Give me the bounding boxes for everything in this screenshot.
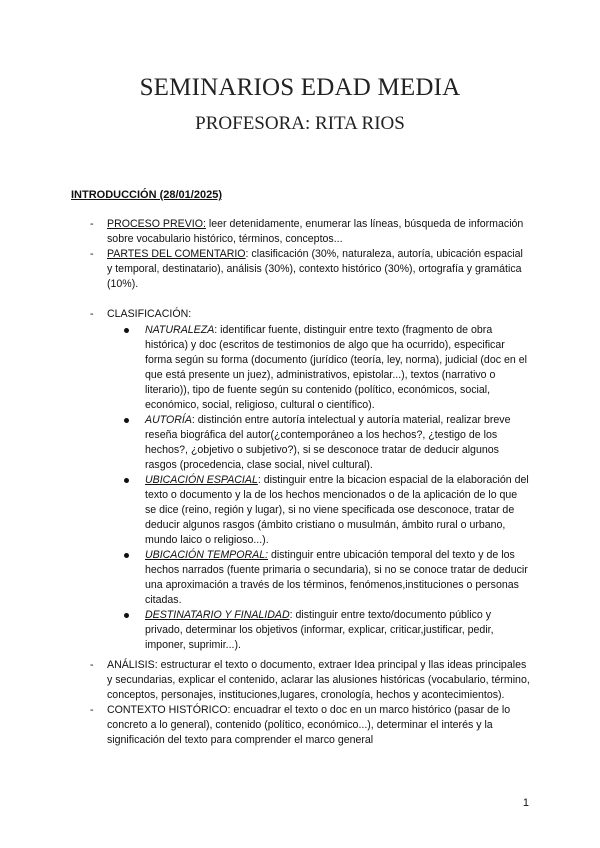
item-text: encuadrar el texto o doc en un marco histórico (pasar de lo concreto a lo general), contenido (político, económico...), determinar el interés y la significación del texto para comprender el marco general — [107, 704, 511, 746]
item-label: UBICACIÓN ESPACIAL — [145, 474, 258, 486]
list-item — [145, 413, 530, 473]
list-item — [90, 247, 530, 292]
list-item — [90, 703, 530, 748]
item-label: PROCESO PREVIO: — [107, 218, 206, 230]
item-text: : clasificación (30%, naturaleza, autoría, ubicación espacial y temporal, destinatario), análisis (30%), contexto histórico (30%), ortografía y gramática (10%). — [107, 248, 523, 290]
list-item — [145, 473, 530, 548]
list-item — [90, 307, 530, 653]
item-label: AUTORÍA — [145, 414, 192, 426]
list-item — [145, 548, 530, 608]
item-label: ANÁLISIS: — [107, 659, 158, 671]
page-title: SEMINARIOS EDAD MEDIA — [139, 74, 461, 101]
page-subtitle: PROFESORA: RITA RIOS — [195, 113, 405, 134]
item-label: PARTES DEL COMENTARIO — [107, 248, 246, 260]
list-item — [90, 217, 530, 247]
intro-list — [90, 217, 530, 292]
item-label: CONTEXTO HISTÓRICO: — [107, 704, 231, 716]
classification-list — [90, 307, 530, 653]
item-text: : distinción entre autoría intelectual y autoría material, realizar breve reseña biográfica del autor(¿contemporáneo a los hechos?, ¿testigo de los hechos?, ¿objetivo o subjetivo?), si se desconoce tratar de deducir algunos rasgos (procedencia, clase social, nivel cultural). — [145, 414, 511, 471]
item-text: : distinguir entre la bicacion espacial de la elaboración del texto o documento y la de los hechos mencionados o de la aplicación de lo que se dice (reino, región y lugar), si no viene specificada ose desconoce, tratar de deducir algunos rasgos (ámbito cristiano o musulmán, ámbito rural o urbano, mundo laico o religioso...). — [145, 474, 529, 546]
list-item — [145, 323, 530, 413]
item-text: estructurar el texto o documento, extraer Idea principal y llas ideas principales y secundarias, explicar el contenido, aclarar las alusiones históricas (vocabulario, término, conceptos, personajes, instituciones,lugares, cronología, hechos y acontecimientos). — [107, 659, 530, 701]
item-label: NATURALEZA — [145, 324, 215, 336]
section-heading: INTRODUCCIÓN (28/01/2025) — [71, 189, 222, 201]
item-text: : distinguir entre texto/documento público y privado, determinar los objetivos (informar, explicar, criticar,justificar, pedir, imponer, suprimir...). — [145, 609, 494, 651]
item-label: DESTINATARIO Y FINALIDAD — [145, 609, 290, 621]
item-text: : identificar fuente, distinguir entre texto (fragmento de obra histórica) y doc (escritos de testimonios de algo que ha ocurrido), especificar forma según su forma (documento (jurídico (teoría, ley, norma), judicial (doc en el que está presente un juez), administrativos, epistolar...), textos (narrativo o literario)), tipo de fuente según su contenido (político, económicos, social, económico, social, religioso, cultural o científico). — [145, 324, 527, 411]
analysis-list — [90, 658, 530, 748]
item-text: distinguir entre ubicación temporal del texto y de los hechos narrados (fuente primaria o secundaria), si no se conoce tratar de deducir una aproximación a través de los términos, fenómenos,instituciones o personas citadas. — [145, 549, 528, 606]
page-number: 1 — [522, 797, 529, 809]
item-text: leer detenidamente, enumerar las líneas, búsqueda de información sobre vocabulario histórico, términos, conceptos... — [107, 218, 524, 245]
classification-sublist — [107, 323, 530, 653]
item-label: UBICACIÓN TEMPORAL: — [145, 549, 269, 561]
list-item — [90, 658, 530, 703]
list-item — [145, 608, 530, 653]
classification-label: CLASIFICACIÓN: — [107, 308, 192, 320]
